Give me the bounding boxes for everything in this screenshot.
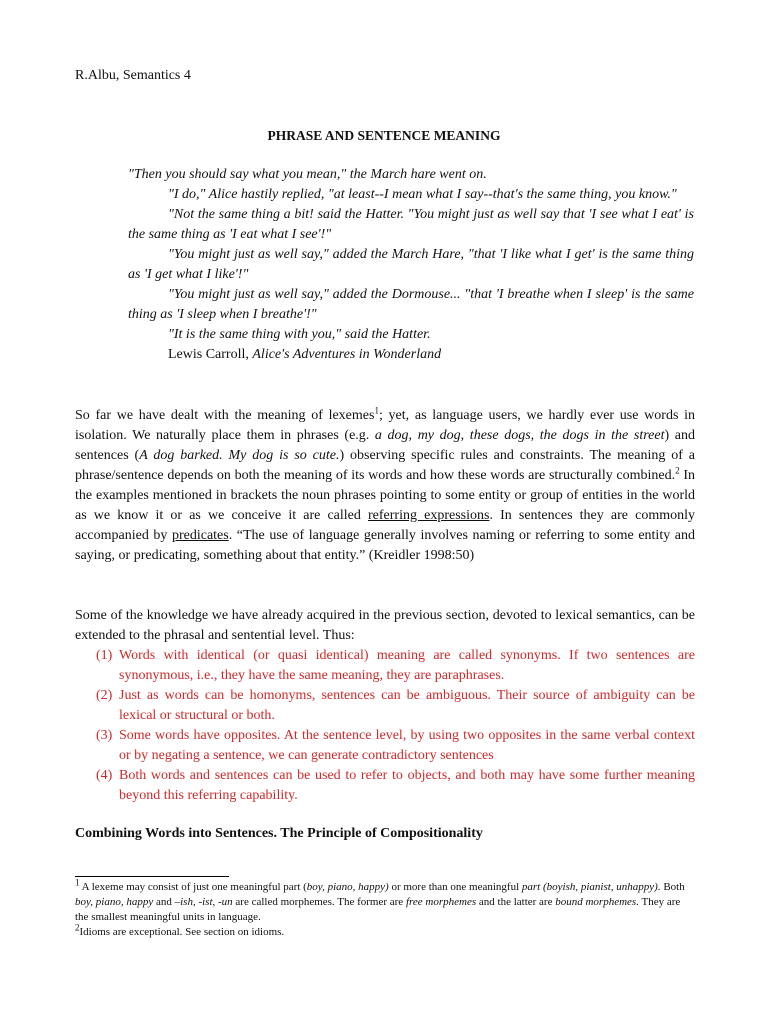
text-run: bound morphemes. (555, 896, 639, 908)
term-referring-expressions: referring expressions (368, 508, 490, 523)
list-item (96, 686, 695, 726)
text-run: Idioms are exceptional. See section on idioms. (79, 926, 285, 938)
example-phrases: a dog, my dog, these dogs, the dogs in the street (374, 428, 665, 443)
list-number: (2) (96, 688, 113, 703)
text-run: ) and sentences ( (75, 428, 695, 463)
text-run: Both (660, 881, 685, 893)
list-number: (3) (96, 728, 113, 743)
numbered-list (96, 646, 695, 806)
footnote-divider (75, 876, 229, 877)
footnote-1 (75, 877, 695, 925)
list-number: (4) (96, 768, 113, 783)
footnote-ref-2[interactable]: 2 (675, 465, 680, 476)
list-item (96, 726, 695, 766)
attribution-work: Alice's Adventures in Wonderland (252, 347, 442, 362)
text-run: are called morphemes. The former are (232, 896, 406, 908)
paragraph-lexemes (75, 406, 695, 566)
term-predicates: predicates (171, 528, 229, 543)
list-item (96, 766, 695, 806)
text-run: and the latter are (476, 896, 556, 908)
footnote-ref-1[interactable]: 1 (374, 405, 379, 416)
text-run: or more than one meaningful (388, 881, 522, 893)
text-run: ; yet, as language users, we hardly ever use words in isolation. We naturally place them in phrases (e.g. (75, 408, 696, 443)
epigraph-line: "It is the same thing with you," said the Hatter. (168, 327, 431, 342)
paragraph-knowledge: Some of the knowledge we have already acquired in the previous section, devoted to lexical semantics, can be extended to the phrasal and sentential level. Thus: (75, 608, 695, 643)
epigraph-line: "Not the same thing a bit! said the Hatter. "You might just as well say that 'I see what I eat' is the same thing as 'I eat what I see'!" (128, 207, 694, 242)
epigraph-line: "You might just as well say," added the Dormouse... "that 'I breathe when I sleep' is the same thing as 'I sleep when I breathe'!" (128, 287, 694, 322)
text-run: boy, piano, happy (75, 896, 154, 908)
footnote-mark: 1 (75, 877, 80, 888)
text-run: In the examples mentioned in brackets the noun phrases pointing to some entity or group of entities in the world as we know it or as we conceive it are called (75, 468, 695, 523)
list-text: Words with identical (or quasi identical) meaning are called synonyms. If two sentences are synonymous, i.e., they have the same meaning, they are paraphrases. (119, 648, 695, 683)
text-run: They are the smallest meaningful units in language. (75, 896, 681, 923)
text-run: . In sentences they are commonly accompanied by (75, 508, 695, 543)
footnote-mark: 2 (75, 922, 80, 933)
epigraph-attribution (128, 345, 694, 365)
epigraph-line: "You might just as well say," added the March Hare, "that 'I like what I get' is the same thing as 'I get what I like'!" (128, 247, 694, 282)
list-item (96, 646, 695, 686)
footnote-2 (75, 922, 695, 940)
list-number: (1) (96, 648, 113, 663)
text-run: boy, piano, happy) (306, 881, 389, 893)
epigraph-line: "I do," Alice hastily replied, "at least--I mean what I say--that's the same thing, you know." (168, 187, 677, 202)
text-run: ) observing specific rules and constraints. The meaning of a phrase/sentence depends on both the meaning of its words and how these words are structurally combined. (75, 448, 695, 483)
text-run: –ish, -ist, -un (174, 896, 233, 908)
text-run: So far we have dealt with the meaning of lexemes (75, 408, 375, 423)
section-subheading: Combining Words into Sentences. The Principle of Compositionality (75, 826, 483, 841)
list-text: Just as words can be homonyms, sentences can be ambiguous. Their source of ambiguity can be lexical or structural or both. (119, 688, 695, 723)
text-run: part (boyish, pianist, unhappy). (521, 881, 661, 893)
text-run: A lexeme may consist of just one meaningful part ( (79, 881, 307, 893)
list-text: Some words have opposites. At the sentence level, by using two opposites in the same verbal context or by negating a sentence, we can generate contradictory sentences (119, 728, 695, 763)
page-title: PHRASE AND SENTENCE MEANING (267, 128, 501, 143)
page-header: R.Albu, Semantics 4 (75, 68, 191, 83)
text-run: and (153, 896, 175, 908)
epigraph-line: "Then you should say what you mean," the March hare went on. (128, 167, 487, 182)
text-run: . “The use of language generally involves naming or referring to some entity and saying, or predicating, something about that entity.” (Kreidler 1998:50) (75, 528, 695, 563)
epigraph (128, 165, 694, 365)
text-run: free morphemes (405, 896, 477, 908)
example-sentences: A dog barked. My dog is so cute. (139, 448, 340, 463)
list-text: Both words and sentences can be used to refer to objects, and both may have some further meaning beyond this referring capability. (119, 768, 695, 803)
footnotes (75, 877, 695, 940)
attribution-author: Lewis Carroll, (168, 347, 249, 362)
